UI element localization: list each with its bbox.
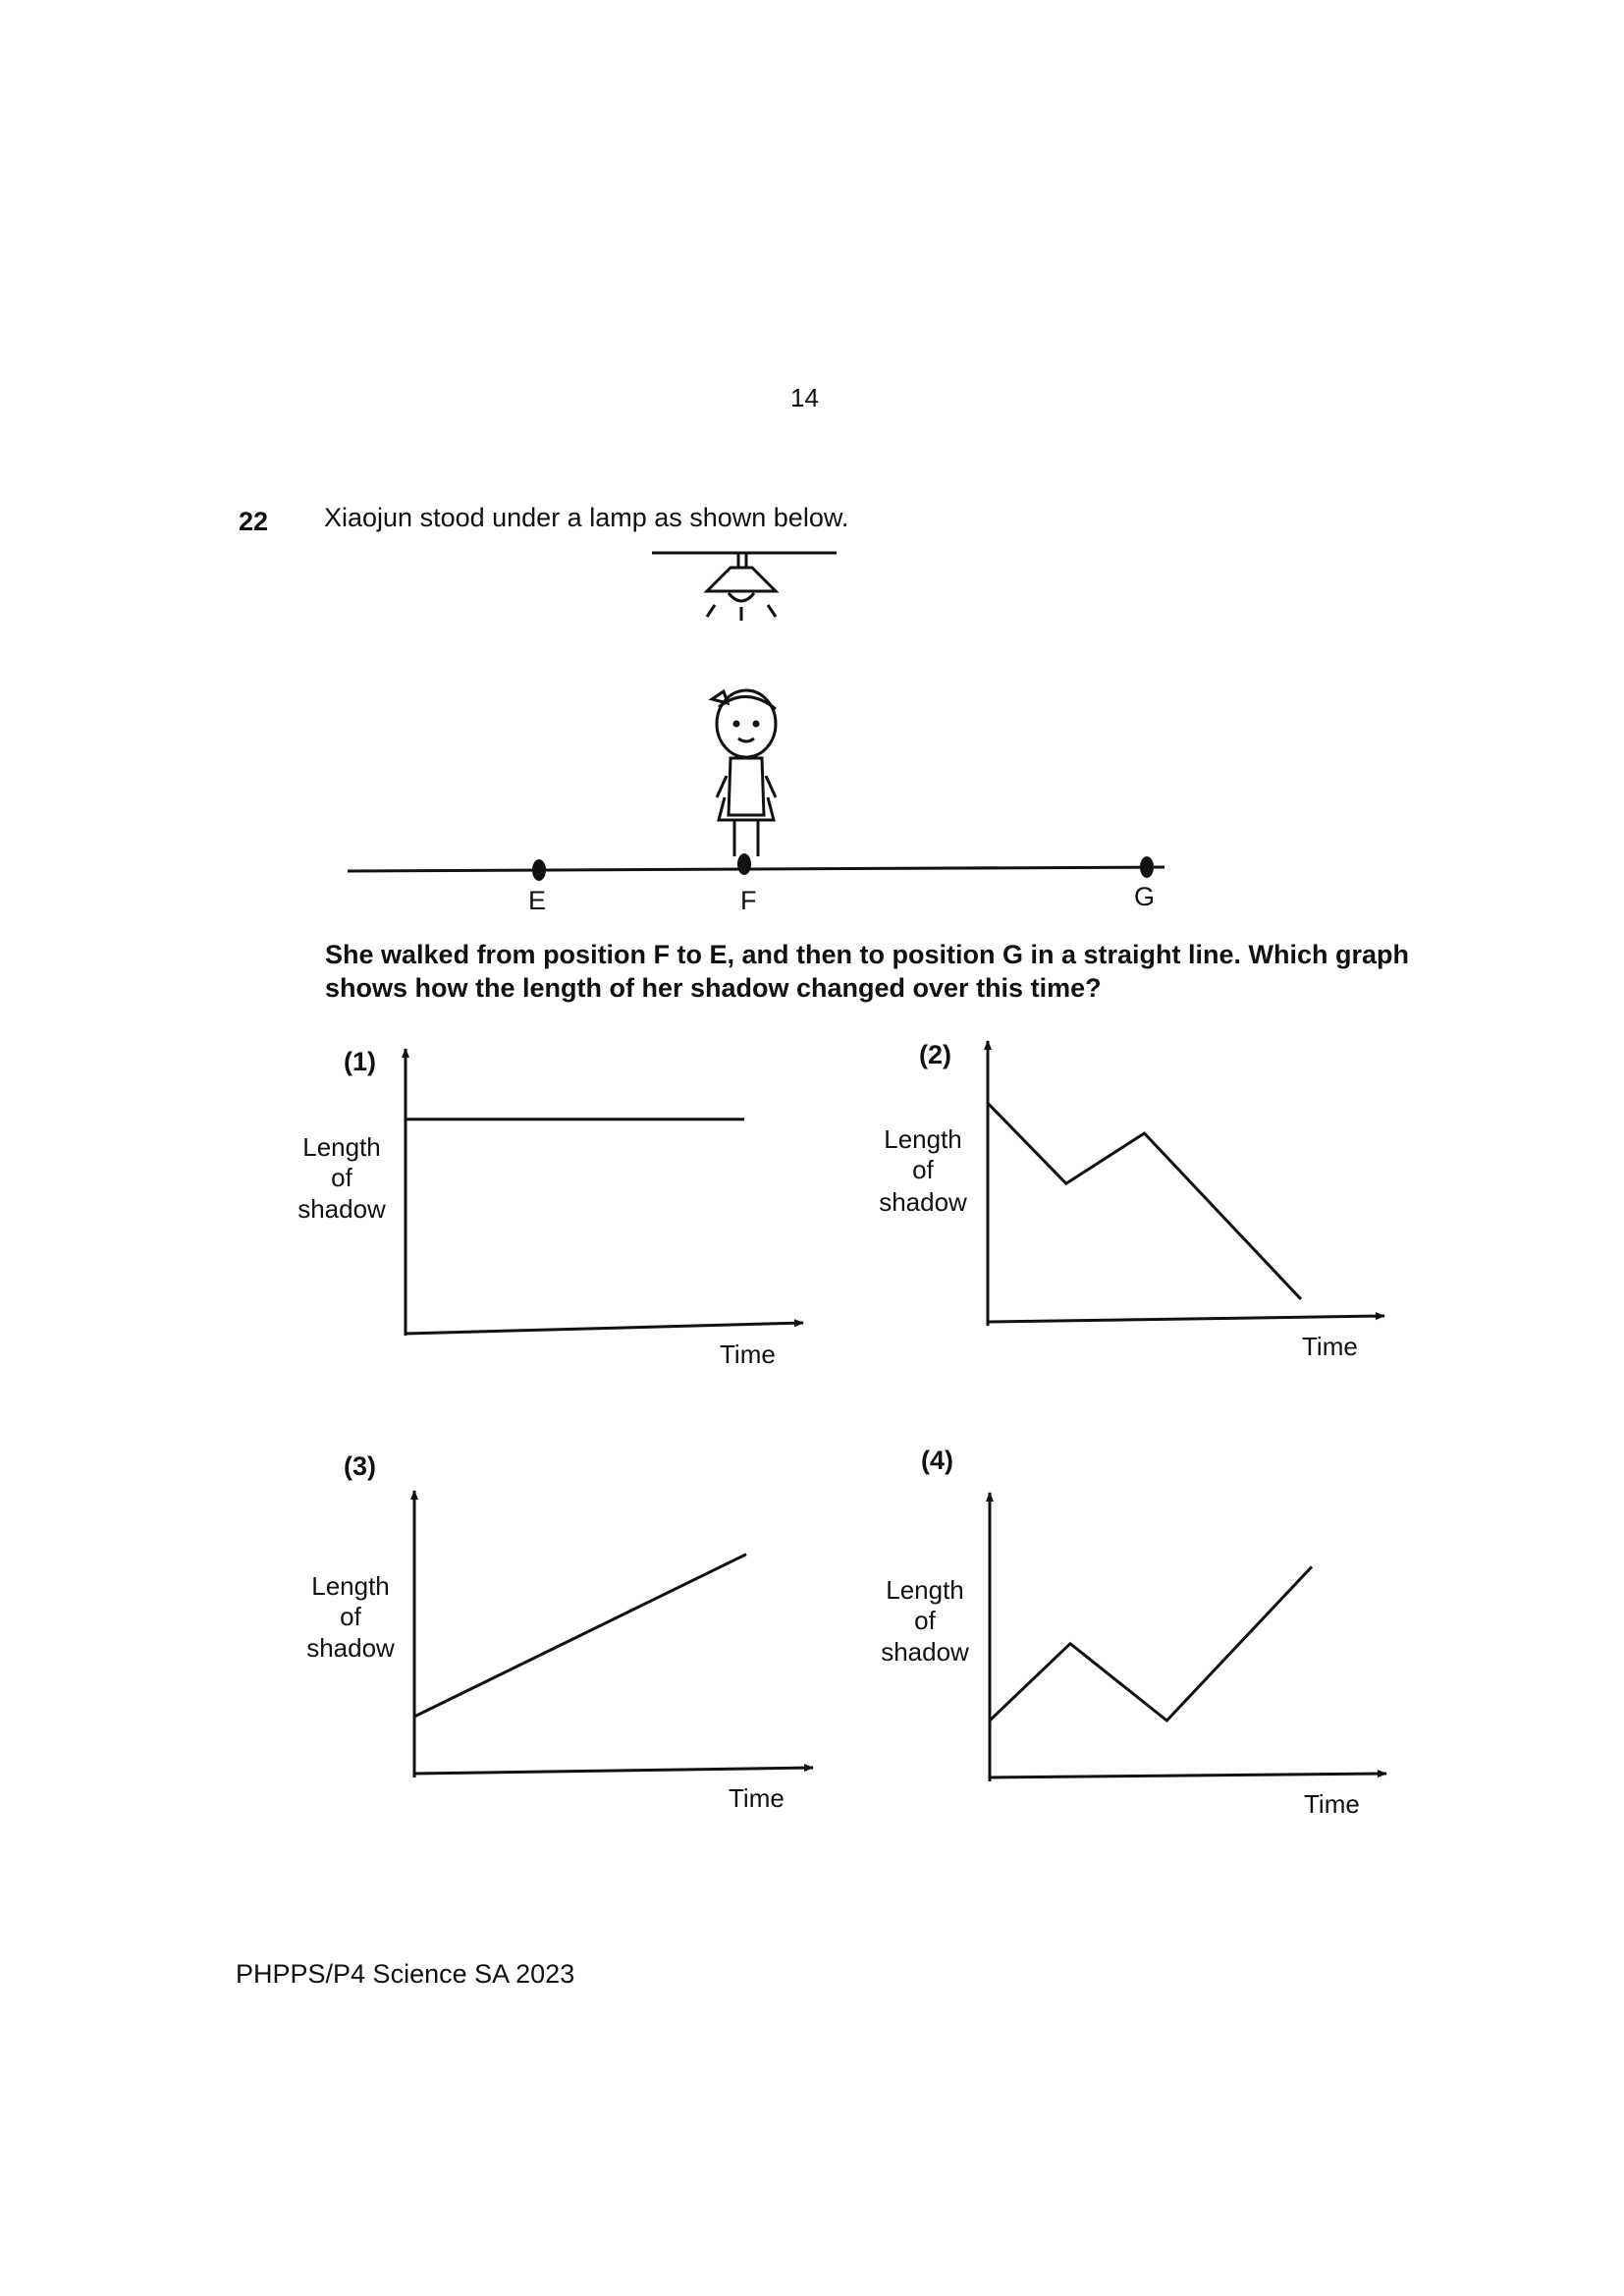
graph-3-ylabel-line-3: shadow xyxy=(306,1633,395,1663)
position-f-label: F xyxy=(740,886,757,915)
position-f-marker xyxy=(737,853,751,875)
option-4-label: (4) xyxy=(921,1446,953,1475)
page-footer: PHPPS/P4 Science SA 2023 xyxy=(236,1959,575,1989)
graph-3-ylabel-line-1: Length xyxy=(311,1571,390,1601)
graph-option-3 xyxy=(306,1451,813,1813)
graph-2-ylabel-line-3: shadow xyxy=(879,1187,967,1217)
graph-option-4 xyxy=(881,1446,1386,1819)
graph-3-series-line xyxy=(414,1555,746,1717)
graph-1-ylabel-line-2: of xyxy=(331,1163,352,1192)
graph-1-x-axis xyxy=(406,1323,803,1334)
position-g-label: G xyxy=(1134,882,1156,911)
page-number: 14 xyxy=(790,383,819,412)
graph-option-1 xyxy=(298,1047,803,1369)
graph-2-series-line xyxy=(988,1103,1301,1299)
graph-2-ylabel-line-1: Length xyxy=(884,1124,962,1154)
lamp-icon xyxy=(652,553,837,621)
graph-4-xlabel: Time xyxy=(1304,1789,1360,1819)
graph-option-2 xyxy=(879,1040,1384,1361)
graph-4-ylabel-line-3: shadow xyxy=(881,1637,969,1667)
position-e-label: E xyxy=(528,886,547,915)
graph-1-xlabel: Time xyxy=(720,1339,776,1369)
ground-line xyxy=(348,867,1164,871)
option-2-label: (2) xyxy=(919,1040,951,1069)
question-text: She walked from position F to E, and then to position G in a straight line. Which graph shows how the length of her shadow changed over this time? xyxy=(325,940,1410,1003)
girl-figure xyxy=(712,690,776,856)
graph-4-series-line xyxy=(990,1566,1312,1721)
graph-3-xlabel: Time xyxy=(729,1783,785,1813)
graph-2-x-axis xyxy=(988,1316,1384,1322)
graph-4-ylabel-line-1: Length xyxy=(886,1575,964,1605)
option-1-label: (1) xyxy=(344,1047,376,1076)
graph-2-ylabel-line-2: of xyxy=(912,1155,934,1184)
graph-1-ylabel-line-3: shadow xyxy=(298,1194,386,1224)
position-e-marker xyxy=(532,859,546,881)
position-g-marker xyxy=(1140,856,1154,878)
question-number: 22 xyxy=(239,507,269,536)
graph-3-ylabel-line-2: of xyxy=(340,1602,361,1631)
option-3-label: (3) xyxy=(344,1451,376,1481)
question-intro: Xiaojun stood under a lamp as shown below. xyxy=(324,503,849,532)
graph-4-ylabel-line-2: of xyxy=(914,1606,936,1635)
graph-3-x-axis xyxy=(414,1768,813,1774)
graph-2-xlabel: Time xyxy=(1302,1332,1358,1361)
graph-1-ylabel-line-1: Length xyxy=(302,1132,381,1162)
graph-4-x-axis xyxy=(990,1774,1386,1777)
